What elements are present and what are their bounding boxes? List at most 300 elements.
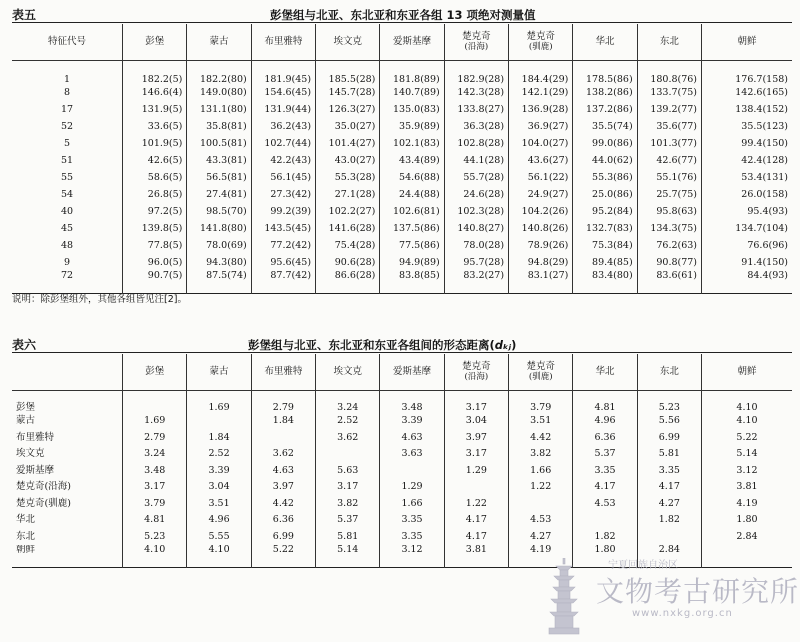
table5-cell: 77.2(42)	[251, 237, 315, 254]
table5-cell: 102.2(27)	[316, 203, 380, 220]
table6-cell: 4.42	[509, 429, 573, 446]
table5-top-rule	[12, 22, 792, 23]
table6-cell: 1.84	[251, 413, 315, 430]
table6-cell: 3.17	[123, 479, 187, 496]
table5-cell: 27.3(42)	[251, 186, 315, 203]
table5-cell: 185.5(28)	[316, 60, 380, 84]
table5-cell: 96.0(5)	[123, 254, 187, 271]
table6-cell: 3.39	[187, 462, 251, 479]
table5-header-row	[12, 24, 792, 60]
table6-cell: 蒙古	[16, 415, 36, 426]
table5-cell: 42.6(77)	[637, 152, 701, 169]
table5-cell: 87.5(74)	[187, 271, 251, 293]
table6-cell: 4.81	[123, 512, 187, 529]
table5-row	[12, 60, 792, 84]
table5-cell: 141.6(28)	[316, 220, 380, 237]
table5-row	[12, 84, 792, 101]
table5-cell: 181.8(89)	[380, 60, 444, 84]
table5-cell: 43.0(27)	[316, 152, 380, 169]
table5-cell: 132.7(83)	[573, 220, 637, 237]
table6-row	[12, 495, 792, 512]
table5-row	[12, 186, 792, 203]
table5-cell: 55	[60, 171, 74, 183]
table6-cell: 6.36	[573, 429, 637, 446]
table6-cell: 3.24	[316, 390, 380, 413]
table6-cell: 4.10	[702, 390, 792, 413]
table5-row	[12, 271, 792, 293]
table6-cell: 2.52	[187, 446, 251, 463]
table5-cell: 48	[60, 239, 74, 251]
table5-cell: 131.9(5)	[123, 101, 187, 118]
table5-cell: 35.9(89)	[380, 118, 444, 135]
table6-cell: 4.10	[702, 413, 792, 430]
table5-cell: 77.5(86)	[380, 237, 444, 254]
table6-cell: 2.52	[316, 413, 380, 430]
table6-cell: 3.35	[380, 512, 444, 529]
table5-cell: 56.1(22)	[509, 169, 573, 186]
table6-cell: 华北	[16, 514, 36, 525]
table5-cell: 138.2(86)	[573, 84, 637, 101]
table6-title-symbol: dₖⱼ	[494, 338, 512, 352]
table5-header-cell: 彭堡	[123, 24, 187, 60]
table5-header-cell: 东北	[637, 24, 701, 60]
table6-cell: 彭堡	[16, 402, 36, 413]
table6-cell: 5.81	[316, 528, 380, 545]
table6-cell: 4.42	[251, 495, 315, 512]
table5-cell: 176.7(158)	[702, 60, 792, 84]
table5-cell: 181.9(45)	[251, 60, 315, 84]
table6-cell: 1.69	[187, 390, 251, 413]
table6-cell: 3.17	[444, 446, 508, 463]
table5-cell: 25.0(86)	[573, 186, 637, 203]
table6-header-cell: 楚克奇 (驯鹿)	[509, 354, 573, 390]
table6-cell: 3.24	[123, 446, 187, 463]
table6-cell: 4.19	[509, 545, 573, 568]
table5-cell: 35.5(74)	[573, 118, 637, 135]
table6-cell: 4.27	[509, 528, 573, 545]
table5	[12, 24, 792, 294]
table5-row	[12, 118, 792, 135]
table6-label: 表六	[12, 338, 37, 352]
table6-cell: 1.82	[637, 512, 701, 529]
table6-cell: 3.12	[702, 462, 792, 479]
table5-cell: 137.5(86)	[380, 220, 444, 237]
table5-cell: 134.3(75)	[637, 220, 701, 237]
watermark-url: www.nxkg.org.cn	[632, 608, 733, 619]
table6-cell: 4.10	[123, 545, 187, 568]
table6-cell: 4.96	[573, 413, 637, 430]
table5-cell: 99.4(150)	[702, 135, 792, 152]
table5-cell: 100.5(81)	[187, 135, 251, 152]
table6-cell: 5.14	[702, 446, 792, 463]
table5-cell: 56.5(81)	[187, 169, 251, 186]
table6-cell: 4.19	[702, 495, 792, 512]
table5-cell: 83.4(80)	[573, 271, 637, 293]
table5-cell: 27.4(81)	[187, 186, 251, 203]
table6-row	[12, 479, 792, 496]
table6-header-cell: 东北	[637, 354, 701, 390]
table5-cell: 99.2(39)	[251, 203, 315, 220]
table6-cell: 5.22	[251, 545, 315, 568]
table5-header-cell: 埃文克	[316, 24, 380, 60]
table6-cell: 3.17	[444, 390, 508, 413]
table5-cell: 139.2(77)	[637, 101, 701, 118]
table5-cell: 78.9(26)	[509, 237, 573, 254]
table6-cell: 4.17	[444, 528, 508, 545]
table5-cell: 102.1(83)	[380, 135, 444, 152]
table6-cell: 3.63	[380, 446, 444, 463]
table5-header-cell: 朝鲜	[702, 24, 792, 60]
table5-cell: 142.3(28)	[444, 84, 508, 101]
table6-header-cell: 蒙古	[187, 354, 251, 390]
table5-cell: 78.0(69)	[187, 237, 251, 254]
table5-row	[12, 101, 792, 118]
table6-cell: 4.63	[380, 429, 444, 446]
table5-cell: 83.2(27)	[444, 271, 508, 293]
table5-cell: 56.1(45)	[251, 169, 315, 186]
table5-cell: 102.6(81)	[380, 203, 444, 220]
table6-cell: 3.35	[573, 462, 637, 479]
table5-cell: 54	[60, 188, 74, 200]
table5-cell: 53.4(131)	[702, 169, 792, 186]
table5-header-cell: 华北	[573, 24, 637, 60]
table6-cell: 东北	[16, 530, 36, 542]
table5-header-cell: 特征代号	[48, 36, 87, 47]
table6-cell: 1.84	[187, 429, 251, 446]
table6-cell	[573, 512, 637, 529]
table5-cell: 89.4(85)	[573, 254, 637, 271]
table5-cell: 90.8(77)	[637, 254, 701, 271]
table5-cell: 76.2(63)	[637, 237, 701, 254]
table5-row	[12, 237, 792, 254]
table6-cell: 1.82	[573, 528, 637, 545]
table6-title: 彭堡组与北亚、东北亚和东亚各组间的形态距离(dₖⱼ)	[248, 338, 517, 352]
table5-cell: 8	[64, 86, 71, 98]
table6-cell: 4.17	[573, 479, 637, 496]
table5-header-cell: 蒙古	[187, 24, 251, 60]
table5-cell: 33.6(5)	[123, 118, 187, 135]
table6-cell: 4.96	[187, 512, 251, 529]
table5-cell: 133.8(27)	[444, 101, 508, 118]
table5-cell: 42.6(5)	[123, 152, 187, 169]
table5-cell: 44.0(62)	[573, 152, 637, 169]
table5-cell: 42.4(128)	[702, 152, 792, 169]
table6-cell: 埃文克	[16, 448, 45, 459]
table6-cell: 3.62	[316, 429, 380, 446]
table5-cell: 43.4(89)	[380, 152, 444, 169]
table6-header-row	[12, 354, 792, 390]
table5-cell: 182.2(5)	[123, 60, 187, 84]
table6-cell	[509, 495, 573, 512]
table5-cell: 84.4(93)	[702, 271, 792, 293]
table5-cell: 45	[60, 222, 74, 234]
table6-cell: 5.56	[637, 413, 701, 430]
table5-cell: 58.6(5)	[123, 169, 187, 186]
table5-cell: 97.2(5)	[123, 203, 187, 220]
table5-header-cell: 楚克奇 (沿海)	[444, 24, 508, 60]
table5-cell: 75.4(28)	[316, 237, 380, 254]
table6-cell: 5.23	[123, 528, 187, 545]
table5-cell: 55.1(76)	[637, 169, 701, 186]
table6	[12, 354, 792, 568]
table6-cell: 4.17	[444, 512, 508, 529]
table6-cell: 3.48	[123, 462, 187, 479]
table5-row	[12, 203, 792, 220]
table6-cell: 4.17	[637, 479, 701, 496]
watermark	[540, 556, 800, 640]
table5-row	[12, 220, 792, 237]
table5-cell: 76.6(96)	[702, 237, 792, 254]
table5-cell: 94.3(80)	[187, 254, 251, 271]
table6-cell: 楚克奇(沿海)	[16, 481, 71, 492]
table6-cell	[123, 390, 187, 413]
table5-cell: 35.8(81)	[187, 118, 251, 135]
table5-cell: 42.2(43)	[251, 152, 315, 169]
table6-row	[12, 512, 792, 529]
table5-cell: 36.3(28)	[444, 118, 508, 135]
table5-cell: 139.8(5)	[123, 220, 187, 237]
table6-header-cell: 布里雅特	[251, 354, 315, 390]
table6-cell: 爱斯基摩	[16, 464, 55, 476]
table6-cell: 6.99	[251, 528, 315, 545]
table6-cell: 2.84	[702, 528, 792, 545]
table5-cell: 135.0(83)	[380, 101, 444, 118]
table5-cell: 95.2(84)	[573, 203, 637, 220]
table5-cell: 24.4(88)	[380, 186, 444, 203]
table5-cell: 182.2(80)	[187, 60, 251, 84]
table5-cell: 25.7(75)	[637, 186, 701, 203]
table5-cell: 36.9(27)	[509, 118, 573, 135]
table5-cell: 145.7(28)	[316, 84, 380, 101]
table5-cell: 140.7(89)	[380, 84, 444, 101]
table5-cell: 91.4(150)	[702, 254, 792, 271]
table5-cell: 131.1(80)	[187, 101, 251, 118]
table6-cell: 1.66	[380, 495, 444, 512]
table5-cell: 141.8(80)	[187, 220, 251, 237]
table5-header-cell: 爱斯基摩	[380, 24, 444, 60]
table5-cell: 83.1(27)	[509, 271, 573, 293]
table5-cell: 149.0(80)	[187, 84, 251, 101]
table6-cell: 3.48	[380, 390, 444, 413]
table6-row	[12, 462, 792, 479]
table5-cell: 102.3(28)	[444, 203, 508, 220]
table6-cell: 6.99	[637, 429, 701, 446]
table5-cell: 24.6(28)	[444, 186, 508, 203]
table5-cell: 138.4(152)	[702, 101, 792, 118]
table5-cell: 182.9(28)	[444, 60, 508, 84]
table6-header-cell: 华北	[573, 354, 637, 390]
table6-cell: 5.23	[637, 390, 701, 413]
table5-cell: 90.6(28)	[316, 254, 380, 271]
table6-cell: 5.14	[316, 545, 380, 568]
table6-cell: 楚克奇(驯鹿)	[16, 497, 71, 509]
table5-cell: 101.9(5)	[123, 135, 187, 152]
table5-cell: 40	[60, 205, 74, 217]
table5-cell: 78.0(28)	[444, 237, 508, 254]
table6-header-cell	[12, 354, 123, 390]
table6-cell: 布里雅特	[16, 431, 55, 443]
table6-cell: 朝鲜	[16, 544, 36, 555]
table6-cell: 4.10	[187, 545, 251, 568]
table6-cell: 3.51	[509, 413, 573, 430]
table6-row	[12, 413, 792, 430]
table5-title: 彭堡组与北亚、东北亚和东亚各组 13 项绝对测量值	[270, 8, 536, 22]
table5-cell: 83.6(61)	[637, 271, 701, 293]
table6-cell: 3.62	[251, 446, 315, 463]
table6-cell: 3.81	[444, 545, 508, 568]
table6-cell: 3.82	[509, 446, 573, 463]
table5-cell: 94.9(89)	[380, 254, 444, 271]
table5-cell: 95.4(93)	[702, 203, 792, 220]
table6-row	[12, 429, 792, 446]
table6-cell: 1.66	[509, 462, 573, 479]
table6-cell: 3.39	[380, 413, 444, 430]
table6-cell: 4.63	[251, 462, 315, 479]
table6-cell: 2.84	[637, 545, 701, 568]
table5-cell: 134.7(104)	[702, 220, 792, 237]
table5-row	[12, 254, 792, 271]
table6-cell: 5.55	[187, 528, 251, 545]
table5-cell: 24.9(27)	[509, 186, 573, 203]
table5-cell: 146.6(4)	[123, 84, 187, 101]
table6-cell: 4.27	[637, 495, 701, 512]
table5-cell: 26.0(158)	[702, 186, 792, 203]
table5-cell: 94.8(29)	[509, 254, 573, 271]
pagoda-icon	[546, 558, 582, 636]
table6-cell: 3.51	[187, 495, 251, 512]
table6-cell: 1.22	[444, 495, 508, 512]
table6-cell	[637, 528, 701, 545]
table6-header-cell: 彭堡	[123, 354, 187, 390]
table6-cell	[187, 413, 251, 430]
table5-cell: 180.8(76)	[637, 60, 701, 84]
table5-cell: 17	[60, 103, 74, 115]
table5-row	[12, 169, 792, 186]
table5-cell: 133.7(75)	[637, 84, 701, 101]
table5-cell: 137.2(86)	[573, 101, 637, 118]
table6-cell: 5.63	[316, 462, 380, 479]
table5-label: 表五	[12, 8, 37, 22]
table5-cell: 131.9(44)	[251, 101, 315, 118]
table5-cell: 72	[60, 271, 74, 281]
table6-cell: 5.22	[702, 429, 792, 446]
table5-cell: 102.7(44)	[251, 135, 315, 152]
table6-cell: 4.53	[509, 512, 573, 529]
table5-cell: 184.4(29)	[509, 60, 573, 84]
table6-cell: 3.82	[316, 495, 380, 512]
table5-cell: 140.8(26)	[509, 220, 573, 237]
table6-cell	[316, 446, 380, 463]
table6-cell: 1.69	[123, 413, 187, 430]
table6-cell: 4.53	[573, 495, 637, 512]
table6-cell: 2.79	[123, 429, 187, 446]
table6-cell: 3.35	[637, 462, 701, 479]
table5-cell: 86.6(28)	[316, 271, 380, 293]
table6-cell: 3.79	[509, 390, 573, 413]
table6-cell: 5.37	[316, 512, 380, 529]
table6-cell: 6.36	[251, 512, 315, 529]
table5-cell: 77.8(5)	[123, 237, 187, 254]
table6-row	[12, 446, 792, 463]
table6-cell: 3.04	[444, 413, 508, 430]
table5-cell: 95.8(63)	[637, 203, 701, 220]
table6-cell: 1.29	[380, 479, 444, 496]
table5-cell: 55.3(86)	[573, 169, 637, 186]
table5-cell: 104.2(26)	[509, 203, 573, 220]
table6-header-cell: 埃文克	[316, 354, 380, 390]
table6-cell: 4.81	[573, 390, 637, 413]
table5-cell: 27.1(28)	[316, 186, 380, 203]
watermark-small-text: 宁夏回族自治区	[608, 560, 678, 571]
table5-cell: 87.7(42)	[251, 271, 315, 293]
table5-cell: 75.3(84)	[573, 237, 637, 254]
table5-cell: 54.6(88)	[380, 169, 444, 186]
table5-cell: 98.5(70)	[187, 203, 251, 220]
table5-note: 说明：除彭堡组外，其他各组皆见注[2]。	[12, 294, 187, 305]
table6-header-cell: 楚克奇 (沿海)	[444, 354, 508, 390]
table5-cell: 35.6(77)	[637, 118, 701, 135]
table6-cell: 3.79	[123, 495, 187, 512]
table5-cell: 104.0(27)	[509, 135, 573, 152]
table5-cell: 95.7(28)	[444, 254, 508, 271]
table6-header-cell: 朝鲜	[702, 354, 792, 390]
table5-cell: 51	[60, 154, 74, 166]
table5-row	[12, 135, 792, 152]
table5-header-cell: 布里雅特	[251, 24, 315, 60]
table6-cell: 1.22	[509, 479, 573, 496]
watermark-main-text: 文物考古研究所	[596, 575, 800, 608]
table5-cell: 52	[60, 120, 74, 132]
table6-row	[12, 390, 792, 413]
table5-cell: 36.2(43)	[251, 118, 315, 135]
table6-cell: 3.35	[380, 528, 444, 545]
table5-cell: 99.0(86)	[573, 135, 637, 152]
table5-cell: 5	[64, 137, 71, 149]
table6-cell: 5.37	[573, 446, 637, 463]
table5-cell: 43.3(81)	[187, 152, 251, 169]
table6-top-rule	[12, 352, 792, 353]
table5-cell: 136.9(28)	[509, 101, 573, 118]
table5-cell: 35.0(27)	[316, 118, 380, 135]
table5-cell: 140.8(27)	[444, 220, 508, 237]
table6-cell: 1.80	[702, 512, 792, 529]
table5-cell: 178.5(86)	[573, 60, 637, 84]
table6-cell: 5.81	[637, 446, 701, 463]
table5-header-cell: 楚克奇 (驯鹿)	[509, 24, 573, 60]
table5-cell: 126.3(27)	[316, 101, 380, 118]
table6-cell: 3.12	[380, 545, 444, 568]
table5-cell: 142.6(165)	[702, 84, 792, 101]
table6-header-cell: 爱斯基摩	[380, 354, 444, 390]
table5-cell: 44.1(28)	[444, 152, 508, 169]
table6-cell	[444, 479, 508, 496]
table5-cell: 9	[64, 256, 71, 268]
table5-cell: 26.8(5)	[123, 186, 187, 203]
table5-cell: 142.1(29)	[509, 84, 573, 101]
table5-cell: 101.3(77)	[637, 135, 701, 152]
table6-cell: 1.29	[444, 462, 508, 479]
table5-cell: 83.8(85)	[380, 271, 444, 293]
table5-cell: 154.6(45)	[251, 84, 315, 101]
table5-cell: 90.7(5)	[123, 271, 187, 293]
table6-cell: 3.97	[444, 429, 508, 446]
table5-cell: 95.6(45)	[251, 254, 315, 271]
table6-cell: 2.79	[251, 390, 315, 413]
table5-cell: 102.8(28)	[444, 135, 508, 152]
table6-cell: 3.17	[316, 479, 380, 496]
table5-cell: 1	[64, 73, 71, 84]
table5-cell: 43.6(27)	[509, 152, 573, 169]
